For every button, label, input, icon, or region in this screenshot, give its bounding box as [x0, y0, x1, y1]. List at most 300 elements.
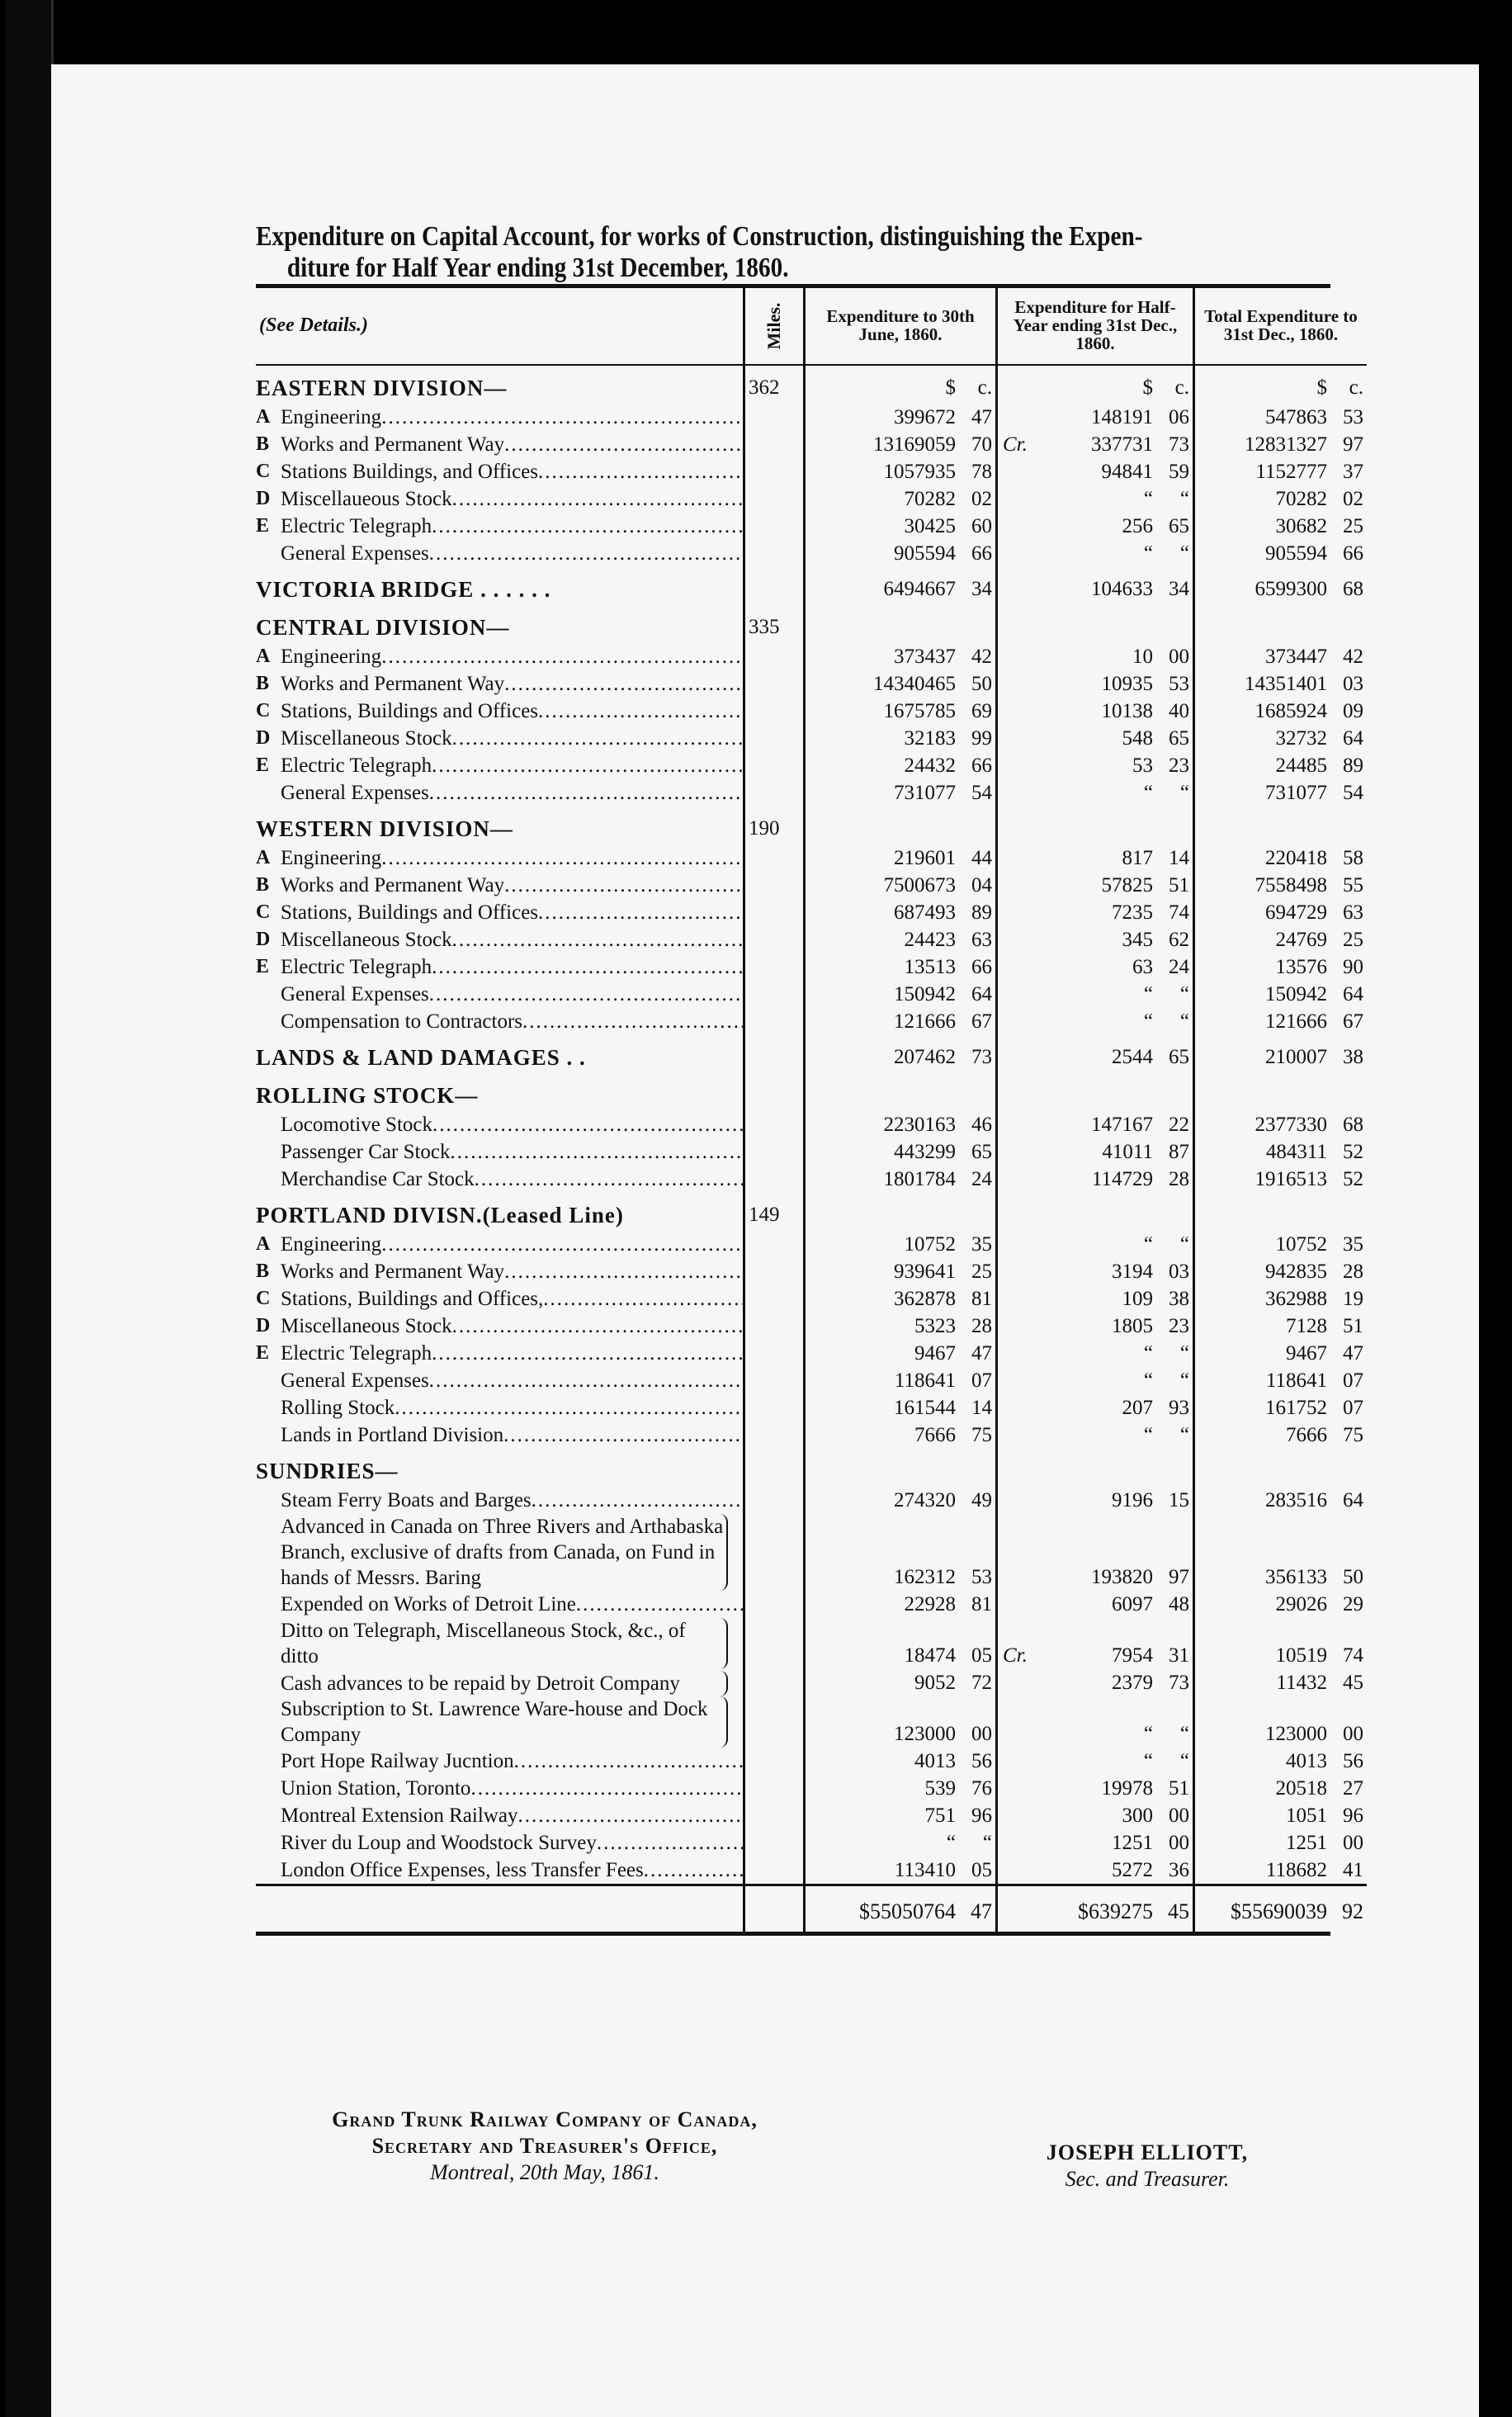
- dollars: 114729: [1091, 1168, 1153, 1190]
- dollars: 345: [1122, 929, 1153, 951]
- dollars: 7128: [1286, 1315, 1327, 1337]
- item-label: [256, 1111, 743, 1138]
- item-text: Works and Permanent Way: [281, 673, 505, 695]
- cents: 69: [971, 700, 992, 722]
- cents: 73: [971, 1046, 992, 1068]
- table-row: [256, 1394, 1367, 1421]
- item-label: [256, 1618, 743, 1669]
- blank: [997, 1449, 1194, 1487]
- dollars: 113410: [894, 1859, 956, 1881]
- item-description: [256, 1591, 744, 1618]
- dollars: 30682: [1275, 515, 1327, 537]
- total-expenditure: [1194, 953, 1368, 981]
- table-header-row: [256, 288, 1367, 365]
- miles-cell: [744, 431, 805, 458]
- cents: 62: [1169, 929, 1189, 951]
- expenditure-half-year-amount: [998, 1394, 1193, 1421]
- dollars: 121666: [894, 1010, 956, 1033]
- expenditure-june: [805, 643, 997, 670]
- total-expenditure: [1194, 1696, 1368, 1748]
- expenditure-june-amount: [806, 643, 995, 670]
- item-text: Merchandise Car Stock: [281, 1168, 475, 1190]
- item-letter: E: [256, 1342, 270, 1364]
- item-letter: D: [256, 727, 271, 749]
- expenditure-half-year-amount: [998, 1487, 1193, 1514]
- item-text: General Expenses: [281, 1369, 429, 1392]
- expenditure-half-year-amount: [998, 1591, 1193, 1618]
- portland-division-title: PORTLAND DIVISN.(Leased Line): [256, 1203, 624, 1227]
- dollars: 300: [1122, 1804, 1153, 1827]
- cents: 09: [1343, 700, 1363, 722]
- dollar-sign: $: [1316, 376, 1327, 399]
- expenditure-half-year: [997, 1285, 1194, 1313]
- cents: 06: [1169, 406, 1189, 428]
- sundries-heading: [256, 1449, 1367, 1487]
- cents: 72: [971, 1672, 992, 1694]
- expenditure-half-year: [997, 779, 1194, 806]
- expenditure-june: [805, 1829, 997, 1857]
- total-expenditure-amount: [1195, 1720, 1367, 1748]
- miles-cell: [744, 926, 805, 953]
- expenditure-half-year-amount: [998, 1748, 1193, 1775]
- total-expenditure: [1194, 485, 1368, 513]
- victoria-bridge-label: VICTORIA BRIDGE . . . . . .: [256, 577, 551, 602]
- table-row: [256, 844, 1367, 872]
- dot-leader: [432, 953, 743, 981]
- miles-cell: [744, 458, 805, 485]
- dollars: 94841: [1101, 461, 1153, 483]
- expenditure-half-year-amount: [998, 404, 1193, 431]
- expenditure-half-year-amount: [998, 485, 1193, 513]
- item-label: [256, 1285, 743, 1313]
- cents: 58: [1343, 847, 1363, 869]
- table-row: [256, 1313, 1367, 1340]
- item-label: [256, 1857, 743, 1884]
- total-expenditure: [1194, 1394, 1368, 1421]
- cents: 50: [1343, 1566, 1363, 1588]
- dollars: 362988: [1265, 1288, 1327, 1310]
- expenditure-june-amount: [806, 1138, 995, 1166]
- item-description: [256, 1008, 744, 1035]
- total-expenditure: [1194, 1111, 1368, 1138]
- expenditure-june: [805, 953, 997, 981]
- cents: 49: [971, 1489, 992, 1511]
- total-expenditure: [1194, 752, 1368, 779]
- blank: [805, 1449, 997, 1487]
- total-expenditure: [1194, 458, 1368, 485]
- table-row: [256, 485, 1367, 513]
- western-division-miles: 190: [744, 806, 805, 844]
- dollars: 10519: [1275, 1644, 1327, 1667]
- expenditure-june-amount: [806, 953, 995, 981]
- dollars: 162312: [894, 1566, 956, 1588]
- miles-cell: [744, 1857, 805, 1885]
- expenditure-june-amount: [806, 1898, 995, 1925]
- blank: [997, 1193, 1194, 1231]
- total-expenditure: [1194, 1748, 1368, 1775]
- expenditure-half-year-amount: [998, 458, 1193, 485]
- item-label: [256, 1008, 743, 1035]
- central-division-miles: 335: [744, 605, 805, 643]
- cents: 97: [1169, 1566, 1189, 1588]
- item-label: [256, 1696, 743, 1748]
- dollars: 150942: [894, 983, 956, 1005]
- expenditure-june: [805, 1231, 997, 1258]
- expenditure-half-year-amount: [998, 574, 1193, 605]
- expenditure-june: [805, 567, 997, 605]
- item-text: Montreal Extension Railway: [281, 1804, 518, 1827]
- dollars: 4013: [914, 1750, 956, 1772]
- expenditure-half-year: [997, 1487, 1194, 1514]
- table-row: [256, 725, 1367, 752]
- cents-label: c.: [1174, 376, 1189, 399]
- total-expenditure: [1194, 1421, 1368, 1449]
- table-row: [256, 698, 1367, 725]
- item-label: [256, 1394, 743, 1421]
- dollars: “: [1143, 542, 1153, 565]
- table-row: [256, 1857, 1367, 1885]
- item-letter: A: [256, 406, 271, 428]
- miles-cell: [744, 953, 805, 981]
- cents: 75: [1343, 1424, 1363, 1446]
- expenditure-half-year-amount: [998, 899, 1193, 926]
- col1-header: Expenditure to 30th June, 1860.: [805, 288, 997, 365]
- expenditure-half-year: [997, 1514, 1194, 1591]
- lands-damages-label: LANDS & LAND DAMAGES . .: [256, 1045, 586, 1070]
- item-letter: E: [256, 956, 270, 977]
- cents: 53: [971, 1566, 992, 1588]
- dollars: 9196: [1112, 1489, 1153, 1511]
- table-row: [256, 926, 1367, 953]
- cents: 63: [971, 929, 992, 951]
- item-label: [256, 458, 743, 485]
- dollars: 22928: [904, 1593, 956, 1615]
- dollars: “: [1143, 1010, 1153, 1033]
- expenditure-june-amount: [806, 1591, 995, 1618]
- expenditure-half-year: [997, 1367, 1194, 1394]
- expenditure-june: [805, 779, 997, 806]
- total-expenditure: [1194, 670, 1368, 698]
- cents: 50: [971, 673, 992, 695]
- miles-cell: [744, 1669, 805, 1696]
- dollars: “: [1143, 1750, 1153, 1772]
- dollars: 18474: [904, 1644, 956, 1667]
- blank: [1194, 1449, 1368, 1487]
- dollars: 150942: [1265, 983, 1327, 1005]
- total-expenditure: [1194, 1138, 1368, 1166]
- total-expenditure: [1194, 643, 1368, 670]
- item-description: [256, 1231, 744, 1258]
- item-label: [256, 431, 743, 458]
- cents: 15: [1169, 1489, 1189, 1511]
- item-text: General Expenses: [281, 542, 429, 565]
- cents: 42: [1343, 646, 1363, 668]
- dollars: “: [1143, 1233, 1153, 1256]
- item-description: [256, 1514, 744, 1591]
- item-description: [256, 1313, 744, 1340]
- cents: 36: [1169, 1859, 1189, 1881]
- cents: 00: [1169, 1804, 1189, 1827]
- rolling-stock-title: ROLLING STOCK—: [256, 1083, 479, 1108]
- dollars: 905594: [894, 542, 956, 565]
- item-text: Lands in Portland Division: [281, 1424, 504, 1446]
- item-description: [256, 1138, 744, 1166]
- expenditure-half-year-amount: [998, 1421, 1193, 1449]
- dollars: 161752: [1265, 1397, 1327, 1419]
- expenditure-half-year: [997, 872, 1194, 899]
- expenditure-half-year: [997, 540, 1194, 567]
- item-label: [256, 1487, 743, 1514]
- expenditure-half-year: [997, 1669, 1194, 1696]
- item-text: Electric Telegraph: [281, 515, 432, 537]
- item-label: [256, 725, 743, 752]
- item-letter: B: [256, 874, 270, 896]
- cents: 02: [1343, 488, 1363, 510]
- total-expenditure-amount: [1195, 1642, 1367, 1669]
- expenditure-half-year-amount: [998, 981, 1193, 1008]
- dollars: 104633: [1091, 578, 1153, 600]
- blank: [1194, 1073, 1368, 1111]
- item-description: [256, 981, 744, 1008]
- total-expenditure: [1194, 1885, 1368, 1932]
- binding-edge: [5, 0, 54, 2417]
- cents: 67: [1343, 1010, 1363, 1033]
- cents: 51: [1169, 874, 1189, 896]
- total-expenditure: [1194, 698, 1368, 725]
- expenditure-june: [805, 485, 997, 513]
- dollars: 7558498: [1254, 874, 1327, 896]
- miles-cell: [744, 1775, 805, 1802]
- dot-leader: [576, 1591, 743, 1618]
- item-description: [256, 1340, 744, 1367]
- dot-leader: [532, 1487, 743, 1514]
- expenditure-half-year-amount: [998, 670, 1193, 698]
- expenditure-half-year-amount: [998, 698, 1193, 725]
- portland-division-miles: 149: [744, 1193, 805, 1231]
- expenditure-june: [805, 752, 997, 779]
- cents: 75: [971, 1424, 992, 1446]
- cents: 68: [1343, 1114, 1363, 1136]
- blank: [997, 605, 1194, 643]
- expenditure-june-amount: [806, 1857, 995, 1884]
- expenditure-june: [805, 1166, 997, 1193]
- table-row: [256, 1231, 1367, 1258]
- total-expenditure-amount: [1195, 1138, 1367, 1166]
- total-expenditure-amount: [1195, 1042, 1367, 1073]
- dot-leader: [432, 1340, 743, 1367]
- cents: 47: [971, 406, 992, 428]
- cents: “: [1179, 782, 1189, 804]
- expenditure-june: [805, 981, 997, 1008]
- item-label: [256, 1166, 743, 1193]
- blank: [1194, 605, 1368, 643]
- cents: 35: [1343, 1233, 1363, 1256]
- item-description: [256, 1421, 744, 1449]
- miles-cell: [744, 1111, 805, 1138]
- dot-leader: [522, 1008, 743, 1035]
- expenditure-half-year-amount: [998, 1258, 1193, 1285]
- total-expenditure-amount: [1195, 1340, 1367, 1367]
- total-expenditure: [1194, 404, 1368, 431]
- cents: 64: [1343, 1489, 1363, 1511]
- expenditure-half-year: [997, 567, 1194, 605]
- dollars: 5323: [914, 1315, 956, 1337]
- table-row: [256, 431, 1367, 458]
- item-letter: D: [256, 488, 271, 509]
- credit-marker: Cr.: [1003, 433, 1028, 456]
- total-expenditure-amount: [1195, 1367, 1367, 1394]
- expenditure-half-year: [997, 1035, 1194, 1073]
- cents: 87: [1169, 1141, 1189, 1163]
- item-text: Miscellaneous Stock: [281, 727, 452, 750]
- table-row: [256, 458, 1367, 485]
- cents: 65: [1169, 515, 1189, 537]
- miles-header: Miles.: [744, 288, 805, 365]
- total-expenditure: [1194, 926, 1368, 953]
- item-label: [256, 1421, 743, 1449]
- expenditure-june-amount: [806, 1166, 995, 1193]
- expenditure-half-year-amount: [998, 1231, 1193, 1258]
- item-text: Steam Ferry Boats and Barges: [281, 1489, 532, 1511]
- dollars: 10138: [1101, 700, 1153, 722]
- expenditure-half-year: [997, 1696, 1194, 1748]
- cents: 66: [971, 754, 992, 777]
- dollars: 7235: [1112, 901, 1153, 924]
- cents: 89: [1343, 754, 1363, 777]
- item-label: [256, 670, 743, 698]
- expenditure-half-year: [997, 1748, 1194, 1775]
- expenditure-june-amount: [806, 1111, 995, 1138]
- item-description: [256, 1166, 744, 1193]
- item-text: Passenger Car Stock: [281, 1141, 451, 1163]
- expenditure-june: [805, 1394, 997, 1421]
- cents: 47: [1343, 1342, 1363, 1365]
- item-text: Works and Permanent Way: [281, 874, 505, 896]
- dot-leader: [432, 1111, 743, 1138]
- cents: 45: [1168, 1899, 1189, 1923]
- dollars: 1251: [1112, 1832, 1153, 1854]
- dollars: $55050764: [859, 1899, 956, 1923]
- expenditure-june-amount: [806, 926, 995, 953]
- cents: 28: [1169, 1168, 1189, 1190]
- western-division-heading: [256, 806, 1367, 844]
- expenditure-june-amount: [806, 698, 995, 725]
- expenditure-june-amount: [806, 1563, 995, 1591]
- cents: 38: [1343, 1046, 1363, 1068]
- cents: 67: [971, 1010, 992, 1033]
- dollars: 10935: [1101, 673, 1153, 695]
- miles-cell: [744, 698, 805, 725]
- table-row: [256, 1258, 1367, 1285]
- cents: 55: [1343, 874, 1363, 896]
- item-description: [256, 698, 744, 725]
- expenditure-half-year: [997, 1138, 1194, 1166]
- dollars: 10: [1132, 646, 1153, 668]
- expenditure-june: [805, 1857, 997, 1885]
- cents: “: [1179, 1233, 1189, 1256]
- table-row: [256, 899, 1367, 926]
- dollars: “: [1143, 983, 1153, 1005]
- cents: 52: [1343, 1168, 1363, 1190]
- unit-row-2: [997, 365, 1194, 404]
- dollars: 1251: [1286, 1832, 1327, 1854]
- item-text: Miscellaneous Stock: [281, 929, 452, 951]
- dollars: “: [1143, 1723, 1153, 1745]
- cents: 00: [1343, 1723, 1363, 1745]
- expenditure-june: [805, 1035, 997, 1073]
- cents: 97: [1343, 433, 1363, 456]
- item-text: Miscellaneous Stock: [281, 1315, 452, 1337]
- item-letter: C: [256, 1288, 271, 1309]
- expenditure-half-year-amount: [998, 1008, 1193, 1035]
- dollars: 443299: [894, 1141, 956, 1163]
- rolling-stock-miles: [744, 1073, 805, 1111]
- total-expenditure: [1194, 1008, 1368, 1035]
- expenditure-june-amount: [806, 725, 995, 752]
- dollars: 731077: [894, 782, 956, 804]
- miles-cell: [744, 643, 805, 670]
- dollars: 118682: [1265, 1859, 1327, 1881]
- total-expenditure-amount: [1195, 485, 1367, 513]
- cents: 54: [1343, 782, 1363, 804]
- expenditure-june-amount: [806, 1748, 995, 1775]
- expenditure-june-amount: [806, 485, 995, 513]
- dollars: 10752: [904, 1233, 956, 1256]
- cents: “: [1179, 1723, 1189, 1745]
- item-text: River du Loup and Woodstock Survey: [281, 1832, 597, 1854]
- expenditure-june: [805, 1618, 997, 1669]
- cents: 45: [1343, 1672, 1363, 1694]
- item-label: [256, 1514, 743, 1591]
- sundries-miles: [744, 1449, 805, 1487]
- item-label: [256, 899, 743, 926]
- cents: 56: [1343, 1750, 1363, 1772]
- blank: [805, 806, 997, 844]
- expenditure-june-amount: [806, 752, 995, 779]
- cents: 38: [1169, 1288, 1189, 1310]
- cents: 41: [1343, 1859, 1363, 1881]
- dollars: 539: [924, 1777, 956, 1800]
- dot-leader: [470, 1775, 743, 1802]
- total-expenditure: [1194, 513, 1368, 540]
- cents: 68: [1343, 578, 1363, 600]
- dollars: 2230163: [883, 1114, 956, 1136]
- cents: 46: [971, 1114, 992, 1136]
- dollars: 7666: [1286, 1424, 1327, 1446]
- cents: 93: [1169, 1397, 1189, 1419]
- dollars: 1051: [1286, 1804, 1327, 1827]
- cents: 65: [1169, 1046, 1189, 1068]
- dollars: 1057935: [883, 461, 956, 483]
- item-description: [256, 725, 744, 752]
- dot-leader: [432, 513, 743, 540]
- dot-leader: [429, 981, 743, 1008]
- dollars: 207462: [894, 1046, 956, 1068]
- item-letter: B: [256, 673, 270, 694]
- item-description: [256, 1367, 744, 1394]
- blank: [805, 1073, 997, 1111]
- expenditure-half-year-amount: [998, 513, 1193, 540]
- dot-leader: [381, 844, 743, 872]
- expenditure-june-amount: [806, 1669, 995, 1696]
- item-label: [256, 485, 743, 513]
- expenditure-june: [805, 1487, 997, 1514]
- miles-cell: [744, 1421, 805, 1449]
- item-description: [256, 779, 744, 806]
- miles-cell: [744, 1258, 805, 1285]
- dollars: 70282: [1275, 488, 1327, 510]
- dollars: 687493: [894, 901, 956, 924]
